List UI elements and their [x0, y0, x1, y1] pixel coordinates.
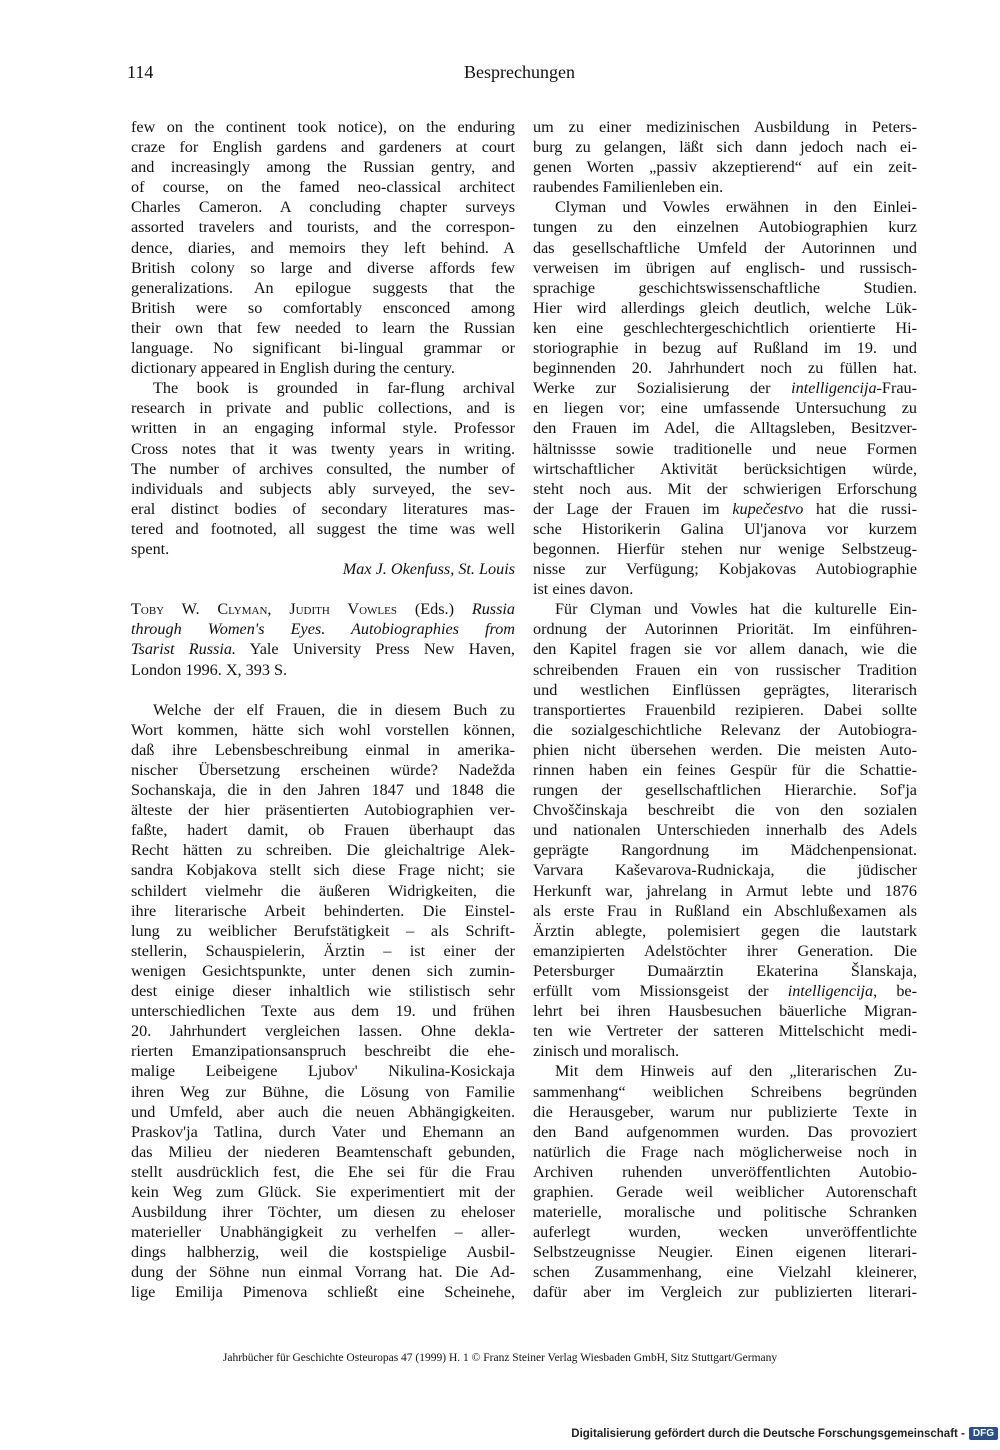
text-line: spent. [131, 539, 170, 558]
text-line: Hier wird allerdings gleich deutlich, welche Lük- [533, 298, 917, 317]
text-line: dest einige dieser inhaltlich wie stilistisch sehr [131, 982, 515, 1001]
text-line: through Women's Eyes. Autobiographies from [131, 620, 515, 639]
text-line: Charles Cameron. A concluding chapter surveys [131, 198, 515, 217]
digitization-note [571, 1427, 998, 1440]
text-line: ordnung der Autorinnen Priorität. Im einführen- [533, 620, 917, 639]
text-line: materielle, moralische und politische Schranken [533, 1203, 917, 1222]
text-line: und nationalen Unterschieden innerhalb des Adels [533, 821, 917, 840]
text-line: Max J. Okenfuss, St. Louis [342, 560, 515, 579]
text-line: Werke zur Sozialisierung der intelligencija-Frau- [533, 379, 917, 398]
text-line: Petersburger Dumaärztin Ekaterina Šlanskaja, [533, 961, 917, 980]
text-line: schildert vielmehr die äußeren Widrigkeiten, die [131, 881, 515, 900]
text-line: 20. Jahrhundert vergleichen lassen. Ohne dekla- [131, 1022, 515, 1041]
text-line: materieller Unabhängigkeit zu verhelfen – aller- [131, 1223, 515, 1242]
text-line: rungen der gesellschaftlichen Hierarchie. Sof'ja [533, 781, 917, 800]
text-line: Ausbildung ihrer Töchter, um diesen zu eheloser [131, 1203, 515, 1222]
text-line: Selbstzeugnisse Neugier. Einen eigenen literari- [533, 1243, 917, 1262]
text-line: den Frauen im Adel, die Alltagsleben, Besitzver- [533, 419, 917, 438]
text-line: natürlich die Frage nach möglicherweise noch in [533, 1142, 917, 1161]
text-line: London 1996. X, 393 S. [131, 660, 288, 679]
text-line [131, 579, 515, 599]
text-line: stellt ausdrücklich fest, die Ehe sei für die Frau [131, 1162, 515, 1181]
page-number: 114 [127, 62, 154, 82]
text-line: Toby W. Clyman, Judith Vowles (Eds.) Russia [131, 600, 515, 619]
text-line: lehrt bei ihren Hausbesuchen bäuerliche Migran- [533, 1002, 917, 1021]
text-line: of course, on the famed neo-classical architect [131, 178, 515, 197]
text-line: begonnen. Hierfür stehen nur wenige Selbstzeug- [533, 539, 917, 558]
text-line: der Lage der Frauen im kupečestvo hat die russi- [533, 499, 917, 518]
text-line: beginnenden 20. Jahrhundert noch zu füllen hat. [533, 359, 917, 378]
text-line: The number of archives consulted, the number of [131, 459, 515, 478]
text-line: dence, diaries, and memoirs they left behind. A [131, 238, 515, 257]
text-line: sprachige geschichtswissenschaftliche Studien. [533, 278, 917, 297]
text-line: written in an engaging informal style. Professor [131, 419, 515, 438]
text-line: den Band aufgenommen wurden. Das provoziert [533, 1122, 917, 1141]
text-line: and increasingly among the Russian gentry, and [131, 158, 515, 177]
text-line: Archiven ruhenden unveröffentlichten Autobio- [533, 1162, 917, 1181]
text-line: sandra Kobjakova stellt sich diese Frage nicht; sie [131, 861, 515, 880]
text-line: Wort kommen, hätte sich wohl vorstellen können, [131, 720, 515, 739]
text-line: um zu einer medizinischen Ausbildung in Peters- [533, 118, 917, 136]
text-line: hältnissse sowie traditionelle und neue Formen [533, 439, 917, 458]
text-line: Cross notes that it was twenty years in writing. [131, 439, 515, 458]
text-line: und Umfeld, aber auch die neuen Abhängigkeiten. [131, 1102, 515, 1121]
text-line: rinnen haben ein feines Gespür für die Schattie- [533, 761, 917, 779]
text-line: ten wie Vertreter der satteren Mittelschicht medi- [533, 1022, 917, 1041]
text-line: transportiertes Frauenbild rezipieren. Dabei sollte [533, 700, 917, 719]
text-line: den Kapitel fragen sie vor allem danach, wie die [533, 640, 917, 659]
text-line: älteste der hier präsentierten Autobiographien ver- [131, 801, 515, 820]
text-line: steht noch aus. Mit der schwierigen Erforschung [533, 479, 917, 498]
text-line: dings halbherzig, weil die kostspielige Ausbil- [131, 1243, 515, 1262]
text-line: Für Clyman und Vowles hat die kulturelle Ein- [555, 600, 917, 619]
text-line: die sozialgeschichtliche Relevanz der Autobiogra- [533, 720, 917, 739]
text-line: Welche der elf Frauen, die in diesem Buch zu [153, 700, 515, 719]
running-head: Besprechungen [464, 62, 575, 82]
text-line: tered and footnoted, all suggest the time was well [131, 519, 515, 538]
text-line: eral distinct bodies of secondary literatures mas- [131, 499, 515, 518]
text-line: research in private and public collections, and is [131, 399, 515, 418]
dfg-logo: DFG [969, 1427, 998, 1440]
text-line: und westlichen Einflüssen geprägtes, literarisch [533, 680, 917, 699]
text-line: als erste Frau in Rußland ein Abschlußexamen als [533, 901, 917, 920]
journal-footer: Jahrbücher für Geschichte Osteuropas 47 (1999) H. 1 © Franz Steiner Verlag Wiesbaden GmbH, Sitz Stuttgart/Germany [222, 1352, 778, 1364]
text-line: The book is grounded in far-flung archival [153, 379, 515, 398]
text-line: en liegen vor; eine umfassende Untersuchung zu [533, 399, 917, 418]
text-line: sche Historikerin Galina Ul'janova vor kurzem [533, 519, 917, 538]
text-line: phien nicht übersehen werden. Die meisten Auto- [533, 740, 917, 759]
text-line: few on the continent took notice), on the enduring [131, 118, 515, 136]
text-line: dafür aber im Vergleich zur publizierten literari- [533, 1283, 917, 1302]
text-line: geprägte Rangordnung im Mädchenpensionat. [533, 841, 917, 860]
text-line: lung zu weiblicher Berufstätigkeit – als Schrift- [131, 921, 515, 940]
text-line: Chvoščinskaja beschreibt die von den sozialen [533, 801, 917, 820]
text-line: genen Worten „passiv akzeptierend“ auf ein zeit- [533, 158, 917, 177]
text-line: ihre literarische Arbeit behinderten. Die Einstel- [131, 901, 515, 920]
text-line: stellerin, Schauspielerin, Ärztin – ist einer der [131, 941, 515, 960]
text-line: auferlegt wurden, wecken unveröffentlichte [533, 1223, 917, 1242]
text-line: kein Weg zum Glück. Sie experimentiert mit der [131, 1182, 515, 1201]
text-line: Praskov'ja Tatlina, durch Vater und Ehemann an [131, 1122, 515, 1141]
text-line: unterschiedlichen Texte aus dem 19. und frühen [131, 1002, 515, 1021]
text-line: Recht hätten zu schreiben. Die gleichaltrige Alek- [131, 841, 515, 860]
text-line: erfüllt vom Missionsgeist der intelligencija, be- [533, 982, 917, 1001]
text-line: burg zu gelangen, läßt sich dann jedoch nach ei- [533, 138, 917, 157]
text-line: individuals and subjects ably surveyed, the sev- [131, 479, 515, 498]
text-line: die Herausgeber, warum nur publizierte Texte in [533, 1102, 917, 1121]
text-line: rierten Emanzipationsanspruch beschreibt die ehe- [131, 1042, 515, 1061]
text-line: British colony so large and diverse affords few [131, 258, 515, 277]
text-line: Herkunft war, jahrelang in Armut lebte und 1876 [533, 881, 917, 900]
text-line: language. No significant bi-lingual grammar or [131, 339, 515, 358]
text-line: verweisen im übrigen auf englisch- und russisch- [533, 258, 917, 277]
text-line: dung der Söhne nun einmal Vorrang hat. Die Ad- [131, 1263, 515, 1282]
text-line: Mit dem Hinweis auf den „literarischen Zu- [555, 1062, 917, 1081]
text-line: assorted travelers and tourists, and the correspon- [131, 218, 515, 237]
right-column [533, 117, 917, 1303]
digitization-text: Digitalisierung gefördert durch die Deutsche Forschungsgemeinschaft - [571, 1427, 965, 1440]
text-line: lige Emilija Pimenova schließt eine Scheinehe, [131, 1283, 515, 1302]
text-line: das Milieu der niederen Beamtenschaft gebunden, [131, 1142, 515, 1161]
text-line: emanzipierten Adelstöchter ihrer Generation. Die [533, 941, 917, 960]
text-line: nischer Übersetzung erscheinen würde? Nadežda [131, 761, 515, 779]
text-line: British were so comfortably ensconced among [131, 298, 515, 317]
text-line: Sochanskaja, die in den Jahren 1847 und 1848 die [131, 781, 515, 800]
text-line: das gesellschaftliche Umfeld der Autorinnen und [533, 238, 917, 257]
text-line: ken eine geschlechtergeschichtlich orientierte Hi- [533, 318, 917, 337]
text-line: ist eines davon. [533, 580, 634, 599]
text-line: tungen zu den einzelnen Autobiographien kurz [533, 218, 917, 237]
text-line: malige Leibeigene Ljubov' Nikulina-Kosickaja [131, 1062, 515, 1081]
text-line: nisse zur Verfügung; Kobjakovas Autobiographie [533, 560, 917, 579]
text-line: sammenhang“ weiblichen Schreibens begründen [533, 1082, 917, 1101]
text-line [131, 680, 515, 700]
text-line: Tsarist Russia. Yale University Press New Haven, [131, 640, 515, 659]
text-line: faßte, hadert damit, ob Frauen überhaupt das [131, 821, 515, 840]
text-line: dictionary appeared in English during the century. [131, 359, 455, 378]
text-line: ihren Weg zur Bühne, die Lösung von Familie [131, 1082, 515, 1101]
text-line: Varvara Kaševarova-Rudnickaja, die jüdischer [533, 861, 917, 880]
text-line: daß ihre Lebensbeschreibung einmal in amerika- [131, 740, 515, 759]
text-line: wenigen Gesichtspunkte, unter denen sich zumin- [131, 961, 515, 980]
text-line: generalizations. An epilogue suggests that the [131, 278, 515, 297]
text-line: storiographie in bezug auf Rußland im 19. und [533, 339, 917, 358]
left-column [131, 117, 515, 1303]
text-line: graphien. Gerade weil weiblicher Autorenschaft [533, 1182, 917, 1201]
text-line: raubendes Familienleben ein. [533, 178, 724, 197]
text-line: schreibenden Frauen ein von russischer Tradition [533, 660, 917, 679]
text-line: craze for English gardens and gardeners at court [131, 138, 515, 157]
text-line: zinisch und moralisch. [533, 1042, 680, 1061]
text-line: wirtschaftlicher Aktivität berücksichtigen würde, [533, 459, 917, 478]
text-line: Clyman und Vowles erwähnen in den Einlei- [555, 198, 917, 217]
text-line: schen Zusammenhang, eine Vielzahl kleinerer, [533, 1263, 917, 1282]
text-line: their own that few needed to learn the Russian [131, 318, 515, 337]
text-line: Ärztin ablegte, polemisiert gegen die lautstark [533, 921, 917, 940]
